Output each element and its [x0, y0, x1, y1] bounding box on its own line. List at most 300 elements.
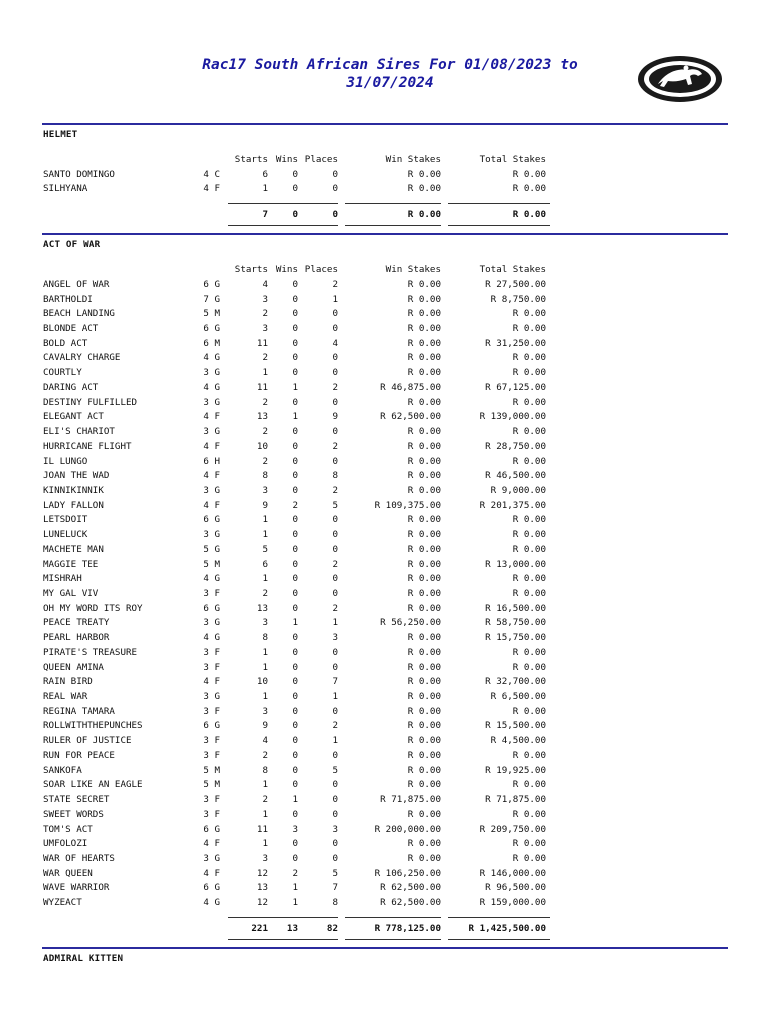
wins-value: 1 [292, 411, 298, 423]
horse-name: SWEET WORDS [43, 808, 104, 820]
total-stakes-value: R 31,250.00 [485, 337, 546, 349]
wins-value: 0 [292, 183, 298, 195]
wins-value: 1 [292, 897, 298, 909]
horse-name: BARTHOLDI [43, 293, 93, 305]
win-stakes-value: R 0.00 [407, 705, 441, 717]
wins-value: 0 [292, 749, 298, 761]
horse-name: HURRICANE FLIGHT [43, 440, 132, 452]
wins-value: 0 [292, 426, 298, 438]
starts-value: 13 [256, 882, 268, 894]
horse-name: PIRATE'S TREASURE [43, 646, 138, 658]
total-stakes-value: R 19,925.00 [485, 764, 546, 776]
places-value: 0 [332, 367, 338, 379]
win-stakes-value: R 0.00 [407, 352, 441, 364]
win-stakes-value: R 0.00 [407, 396, 441, 408]
win-stakes-value: R 0.00 [407, 529, 441, 541]
places-value: 3 [332, 632, 338, 644]
win-stakes-value: R 62,500.00 [380, 882, 441, 894]
win-stakes-value: R 106,250.00 [374, 867, 441, 879]
wins-value: 0 [292, 558, 298, 570]
wins-value: 0 [292, 632, 298, 644]
total-stakes-value: R 146,000.00 [479, 867, 546, 879]
starts-value: 1 [262, 529, 268, 541]
col-header-starts: Starts [234, 154, 268, 165]
starts-value: 8 [262, 470, 268, 482]
places-value: 9 [332, 411, 338, 423]
win-stakes-value: R 0.00 [407, 676, 441, 688]
win-stakes-value: R 0.00 [407, 293, 441, 305]
horse-age-sex: 4 G [203, 632, 220, 644]
win-stakes-value: R 0.00 [407, 808, 441, 820]
places-value: 0 [332, 573, 338, 585]
wins-value: 0 [292, 646, 298, 658]
starts-value: 3 [262, 293, 268, 305]
horse-name: PEACE TREATY [43, 617, 110, 629]
horse-age-sex: 3 G [203, 484, 220, 496]
col-header-starts: Starts [234, 264, 268, 276]
horse-age-sex: 4 F [203, 867, 220, 879]
win-stakes-value: R 0.00 [407, 838, 441, 850]
total-stakes-value: R 0.00 [512, 308, 546, 320]
places-value: 0 [332, 183, 338, 195]
win-stakes-value: R 56,250.00 [380, 617, 441, 629]
horse-row [0, 499, 770, 513]
wins-value: 0 [292, 440, 298, 452]
horse-name: RUN FOR PEACE [43, 749, 115, 761]
total-stakes-value: R 0.00 [512, 367, 546, 379]
horse-row [0, 168, 770, 182]
sire-name: HELMET [43, 129, 78, 140]
win-stakes-value: R 0.00 [407, 323, 441, 335]
places-value: 0 [332, 396, 338, 408]
total-stakes-value: R 0.00 [512, 588, 546, 599]
horse-row [0, 616, 770, 630]
total-wins: 0 [292, 209, 298, 221]
total-places: 0 [332, 209, 338, 221]
starts-value: 8 [262, 764, 268, 776]
starts-value: 13 [256, 602, 268, 614]
horse-name: SOAR LIKE AN EAGLE [43, 779, 143, 791]
horse-row [0, 631, 770, 645]
horse-name: ELI'S CHARIOT [43, 426, 115, 438]
wins-value: 1 [292, 794, 298, 806]
wins-value: 0 [292, 484, 298, 496]
horse-row [0, 675, 770, 689]
horse-age-sex: 7 G [203, 293, 220, 305]
starts-value: 4 [262, 278, 268, 290]
win-stakes-value: R 0.00 [407, 646, 441, 658]
starts-value: 6 [262, 168, 268, 180]
horse-name: OH MY WORD ITS ROY [43, 602, 143, 614]
wins-value: 0 [292, 308, 298, 320]
win-stakes-value: R 0.00 [407, 558, 441, 570]
horse-name: MACHETE MAN [43, 543, 104, 555]
totals-top-line [448, 203, 550, 204]
horse-age-sex: 3 G [203, 426, 220, 438]
horse-name: LUNELUCK [43, 529, 88, 541]
horse-name: IL LUNGO [43, 455, 88, 467]
horse-row [0, 896, 770, 910]
sire-name: ADMIRAL KITTEN [43, 952, 124, 964]
win-stakes-value: R 62,500.00 [380, 897, 441, 909]
wins-value: 0 [292, 808, 298, 820]
section-divider [42, 947, 728, 949]
wins-value: 0 [292, 588, 298, 599]
total-stakes-value: R 13,000.00 [485, 558, 546, 570]
total-stakes-value: R 0.00 [512, 352, 546, 364]
wins-value: 2 [292, 499, 298, 511]
horse-age-sex: 6 H [203, 455, 220, 467]
horse-age-sex: 3 G [203, 691, 220, 703]
horse-row [0, 764, 770, 778]
starts-value: 3 [262, 617, 268, 629]
horse-name: MISHRAH [43, 573, 82, 585]
totals-top-line [345, 917, 441, 918]
horse-row [0, 455, 770, 469]
report-title-line2: 31/07/2024 [346, 75, 434, 91]
starts-value: 11 [256, 381, 268, 393]
col-header-places: Places [304, 264, 338, 276]
horse-name: MAGGIE TEE [43, 558, 99, 570]
horse-row [0, 513, 770, 527]
wins-value: 0 [292, 278, 298, 290]
wins-value: 0 [292, 352, 298, 364]
col-header-places: Places [304, 154, 338, 165]
win-stakes-value: R 0.00 [407, 455, 441, 467]
starts-value: 1 [262, 838, 268, 850]
win-stakes-value: R 0.00 [407, 168, 441, 180]
report-title [150, 56, 630, 92]
wins-value: 0 [292, 602, 298, 614]
horse-age-sex: 6 G [203, 278, 220, 290]
starts-value: 3 [262, 484, 268, 496]
win-stakes-value: R 0.00 [407, 367, 441, 379]
total-stakes-value: R 0.00 [512, 646, 546, 658]
total-stakes-value: R 0.00 [512, 323, 546, 335]
horse-age-sex: 6 M [203, 337, 220, 349]
horse-age-sex: 4 G [203, 897, 220, 909]
horse-name: RAIN BIRD [43, 676, 93, 688]
horse-age-sex: 6 G [203, 720, 220, 732]
places-value: 0 [332, 323, 338, 335]
places-value: 2 [332, 440, 338, 452]
total-stakes-value: R 0.00 [512, 808, 546, 820]
total-stakes-value: R 0.00 [512, 426, 546, 438]
horse-row [0, 182, 770, 196]
horse-row [0, 749, 770, 763]
wins-value: 0 [292, 323, 298, 335]
win-stakes-value: R 109,375.00 [374, 499, 441, 511]
horse-age-sex: 4 F [203, 499, 220, 511]
horse-age-sex: 5 M [203, 779, 220, 791]
horse-row [0, 602, 770, 616]
win-stakes-value: R 0.00 [407, 183, 441, 195]
starts-value: 5 [262, 543, 268, 555]
total-total-stakes: R 1,425,500.00 [468, 922, 546, 934]
starts-value: 12 [256, 897, 268, 909]
col-header-total-stakes: Total Stakes [479, 154, 546, 165]
report-title-line1: Rac17 South African Sires For 01/08/2023 to [202, 57, 578, 73]
totals-bottom-line [345, 225, 441, 226]
horse-age-sex: 3 G [203, 367, 220, 379]
total-stakes-value: R 0.00 [512, 543, 546, 555]
section-divider [42, 233, 728, 235]
horse-row [0, 558, 770, 572]
win-stakes-value: R 0.00 [407, 602, 441, 614]
wins-value: 0 [292, 661, 298, 673]
win-stakes-value: R 0.00 [407, 470, 441, 482]
total-places: 82 [326, 922, 338, 934]
places-value: 0 [332, 514, 338, 526]
totals-bottom-line [345, 939, 441, 940]
places-value: 0 [332, 529, 338, 541]
horse-age-sex: 4 F [203, 676, 220, 688]
places-value: 0 [332, 455, 338, 467]
win-stakes-value: R 0.00 [407, 691, 441, 703]
horse-row [0, 881, 770, 895]
starts-value: 2 [262, 308, 268, 320]
places-value: 8 [332, 897, 338, 909]
horse-row [0, 278, 770, 292]
horse-name: REAL WAR [43, 691, 88, 703]
horse-name: ROLLWITHTHEPUNCHES [43, 720, 143, 732]
places-value: 0 [332, 749, 338, 761]
horse-row [0, 469, 770, 483]
places-value: 5 [332, 499, 338, 511]
win-stakes-value: R 0.00 [407, 484, 441, 496]
total-stakes-value: R 4,500.00 [490, 735, 546, 747]
starts-value: 6 [262, 558, 268, 570]
horse-age-sex: 3 F [203, 661, 220, 673]
horse-name: WYZEACT [43, 897, 82, 909]
win-stakes-value: R 0.00 [407, 588, 441, 599]
horse-row [0, 778, 770, 792]
places-value: 0 [332, 779, 338, 791]
total-stakes-value: R 209,750.00 [479, 823, 546, 835]
starts-value: 1 [262, 691, 268, 703]
column-header-row [0, 263, 770, 277]
total-stakes-value: R 58,750.00 [485, 617, 546, 629]
horse-row [0, 307, 770, 321]
places-value: 1 [332, 735, 338, 747]
horse-row [0, 440, 770, 454]
horse-row [0, 867, 770, 881]
win-stakes-value: R 0.00 [407, 749, 441, 761]
places-value: 7 [332, 882, 338, 894]
win-stakes-value: R 0.00 [407, 764, 441, 776]
starts-value: 3 [262, 323, 268, 335]
places-value: 0 [332, 705, 338, 717]
horse-row [0, 396, 770, 410]
wins-value: 0 [292, 455, 298, 467]
horse-age-sex: 5 M [203, 764, 220, 776]
win-stakes-value: R 0.00 [407, 573, 441, 585]
win-stakes-value: R 71,875.00 [380, 794, 441, 806]
total-stakes-value: R 0.00 [512, 838, 546, 850]
wins-value: 0 [292, 720, 298, 732]
horse-row [0, 808, 770, 822]
places-value: 0 [332, 852, 338, 864]
horse-name: JOAN THE WAD [43, 470, 110, 482]
sire-name: ACT OF WAR [43, 239, 101, 251]
horse-row [0, 425, 770, 439]
horse-age-sex: 3 F [203, 646, 220, 658]
places-value: 0 [332, 352, 338, 364]
starts-value: 1 [262, 779, 268, 791]
starts-value: 10 [256, 676, 268, 688]
horse-row [0, 690, 770, 704]
totals-bottom-line [448, 939, 550, 940]
horse-row [0, 646, 770, 660]
horse-age-sex: 4 F [203, 440, 220, 452]
places-value: 0 [332, 661, 338, 673]
starts-value: 1 [262, 646, 268, 658]
horse-name: TOM'S ACT [43, 823, 93, 835]
places-value: 0 [332, 588, 338, 599]
total-stakes-value: R 159,000.00 [479, 897, 546, 909]
horse-age-sex: 4 F [203, 838, 220, 850]
wins-value: 1 [292, 882, 298, 894]
wins-value: 0 [292, 691, 298, 703]
win-stakes-value: R 62,500.00 [380, 411, 441, 423]
horse-row [0, 484, 770, 498]
places-value: 1 [332, 691, 338, 703]
win-stakes-value: R 0.00 [407, 426, 441, 438]
horse-name: COURTLY [43, 367, 82, 379]
totals-bottom-line [228, 225, 338, 226]
wins-value: 0 [292, 705, 298, 717]
wins-value: 1 [292, 381, 298, 393]
total-stakes-value: R 15,750.00 [485, 632, 546, 644]
wins-value: 0 [292, 396, 298, 408]
horse-age-sex: 3 G [203, 852, 220, 864]
win-stakes-value: R 0.00 [407, 278, 441, 290]
wins-value: 0 [292, 764, 298, 776]
total-stakes-value: R 96,500.00 [485, 882, 546, 894]
horse-name: QUEEN AMINA [43, 661, 104, 673]
horse-age-sex: 4 F [203, 470, 220, 482]
horse-age-sex: 3 F [203, 705, 220, 717]
total-win-stakes: R 778,125.00 [374, 922, 441, 934]
win-stakes-value: R 0.00 [407, 779, 441, 791]
places-value: 5 [332, 764, 338, 776]
places-value: 0 [332, 426, 338, 438]
horse-row [0, 528, 770, 542]
starts-value: 1 [262, 808, 268, 820]
horse-name: WAR OF HEARTS [43, 852, 115, 864]
horse-name: KINNIKINNIK [43, 484, 104, 496]
win-stakes-value: R 46,875.00 [380, 381, 441, 393]
wins-value: 3 [292, 823, 298, 835]
places-value: 0 [332, 308, 338, 320]
wins-value: 0 [292, 470, 298, 482]
places-value: 0 [332, 808, 338, 820]
places-value: 0 [332, 646, 338, 658]
total-stakes-value: R 67,125.00 [485, 381, 546, 393]
col-header-win-stakes: Win Stakes [385, 264, 441, 276]
horse-age-sex: 3 G [203, 617, 220, 629]
horse-name: SILHYANA [43, 183, 88, 195]
total-stakes-value: R 27,500.00 [485, 278, 546, 290]
racing-logo-icon [636, 54, 724, 104]
horse-name: STATE SECRET [43, 794, 110, 806]
wins-value: 0 [292, 735, 298, 747]
horse-age-sex: 3 G [203, 396, 220, 408]
horse-age-sex: 4 G [203, 381, 220, 393]
win-stakes-value: R 0.00 [407, 308, 441, 320]
section-totals-row [0, 208, 770, 222]
starts-value: 10 [256, 440, 268, 452]
horse-row [0, 572, 770, 586]
horse-row [0, 293, 770, 307]
horse-name: SANTO DOMINGO [43, 168, 115, 180]
horse-age-sex: 5 G [203, 543, 220, 555]
total-stakes-value: R 71,875.00 [485, 794, 546, 806]
total-stakes-value: R 6,500.00 [490, 691, 546, 703]
horse-row [0, 793, 770, 807]
starts-value: 13 [256, 411, 268, 423]
horse-row [0, 337, 770, 351]
places-value: 3 [332, 823, 338, 835]
places-value: 2 [332, 278, 338, 290]
wins-value: 0 [292, 543, 298, 555]
total-starts: 221 [251, 922, 268, 934]
starts-value: 9 [262, 499, 268, 511]
starts-value: 11 [256, 823, 268, 835]
horse-age-sex: 6 G [203, 602, 220, 614]
horse-name: BLONDE ACT [43, 323, 99, 335]
horse-age-sex: 6 G [203, 323, 220, 335]
horse-age-sex: 5 M [203, 308, 220, 320]
horse-age-sex: 5 M [203, 558, 220, 570]
horse-name: BOLD ACT [43, 337, 88, 349]
wins-value: 0 [292, 676, 298, 688]
horse-name: WAR QUEEN [43, 867, 93, 879]
horse-name: MY GAL VIV [43, 588, 99, 599]
horse-name: REGINA TAMARA [43, 705, 115, 717]
starts-value: 2 [262, 749, 268, 761]
wins-value: 1 [292, 617, 298, 629]
total-stakes-value: R 32,700.00 [485, 676, 546, 688]
wins-value: 0 [292, 514, 298, 526]
starts-value: 1 [262, 514, 268, 526]
starts-value: 2 [262, 588, 268, 599]
horse-age-sex: 3 F [203, 794, 220, 806]
col-header-win-stakes: Win Stakes [385, 154, 441, 165]
wins-value: 0 [292, 852, 298, 864]
horse-age-sex: 6 G [203, 514, 220, 526]
totals-top-line [448, 917, 550, 918]
horse-row [0, 381, 770, 395]
horse-row [0, 322, 770, 336]
win-stakes-value: R 200,000.00 [374, 823, 441, 835]
total-stakes-value: R 16,500.00 [485, 602, 546, 614]
starts-value: 9 [262, 720, 268, 732]
places-value: 2 [332, 602, 338, 614]
total-stakes-value: R 15,500.00 [485, 720, 546, 732]
wins-value: 0 [292, 337, 298, 349]
horse-name: UMFOLOZI [43, 838, 88, 850]
starts-value: 1 [262, 183, 268, 195]
total-stakes-value: R 0.00 [512, 749, 546, 761]
total-stakes-value: R 0.00 [512, 396, 546, 408]
wins-value: 0 [292, 779, 298, 791]
wins-value: 0 [292, 838, 298, 850]
win-stakes-value: R 0.00 [407, 661, 441, 673]
wins-value: 0 [292, 529, 298, 541]
col-header-total-stakes: Total Stakes [479, 264, 546, 276]
horse-age-sex: 4 G [203, 352, 220, 364]
